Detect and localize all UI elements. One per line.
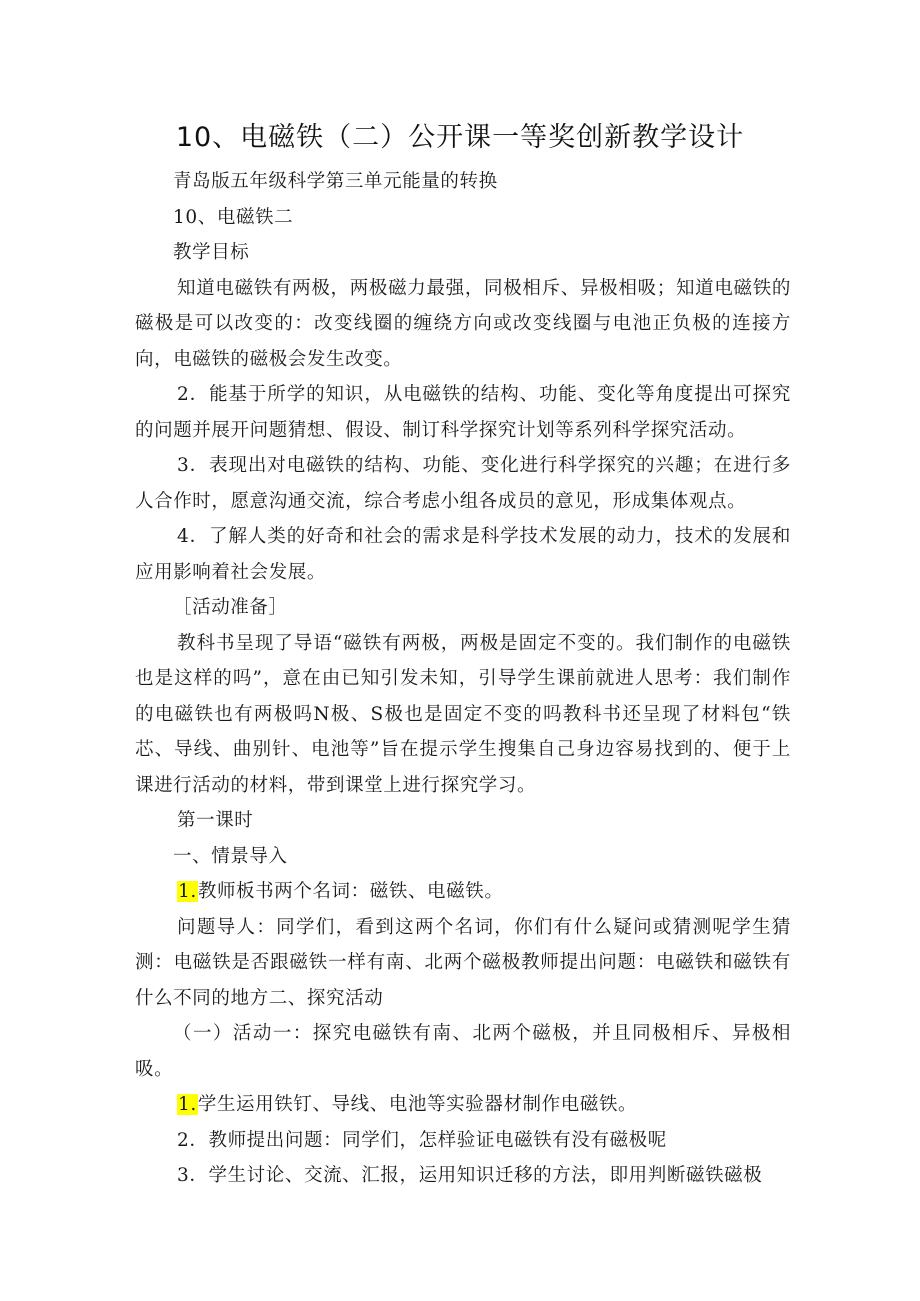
objective-paragraph-4: 4．了解人类的好奇和社会的需求是科学技术发展的动力，技术的发展和应用影响着社会发展。: [135, 526, 791, 583]
intro-question-paragraph: 问题导人：同学们，看到这两个名词，你们有什么疑问或猜测呢学生猜测：电磁铁是否跟磁铁一样有南、北两个磁极教师提出问题：电磁铁和磁铁有什么不同的地方二、探究活动: [135, 916, 791, 1009]
section-heading-first-lesson: 第一课时: [177, 810, 254, 831]
subtitle-lesson: 10、电磁铁二: [173, 206, 294, 228]
intro-step-1: [135, 874, 791, 910]
objective-paragraph-2: 2．能基于所学的知识，从电磁铁的结构、功能、变化等角度提出可探究的问题并展开问题猜想、假设、制订科学探究计划等系列科学探究活动。: [135, 384, 791, 441]
highlighted-number: 1.: [178, 1094, 197, 1115]
subtitle-unit: 青岛版五年级科学第三单元能量的转换: [173, 171, 498, 192]
document-body: [135, 164, 791, 1194]
activity-step-1-text: 学生运用铁钉、导线、电池等实验器材制作电磁铁。: [197, 1094, 638, 1115]
activity-step-1: [135, 1087, 791, 1123]
intro-step-1-text: 教师板书两个名词：磁铁、电磁铁。: [197, 881, 504, 902]
section-heading-preparation: ［活动准备］: [173, 597, 288, 618]
objective-paragraph-1: 知道电磁铁有两极，两极磁力最强，同极相斥、异极相吸；知道电磁铁的磁极是可以改变的：改变线圈的缠绕方向或改变线圈与电池正负极的连接方向，电磁铁的磁极会发生改变。: [135, 277, 791, 370]
activity-step-2: 2．教师提出问题：同学们，怎样验证电磁铁有没有磁极呢: [177, 1129, 667, 1151]
highlighted-number: 1.: [178, 881, 197, 902]
document-title: 10、电磁铁（二）公开课一等奖创新教学设计: [175, 122, 745, 153]
section-heading-intro: 一、情景导入: [173, 845, 288, 867]
section-heading-objectives: 教学目标: [173, 242, 250, 263]
objective-paragraph-3: 3．表现出对电磁铁的结构、功能、变化进行科学探究的兴趣；在进行多人合作时，愿意沟通交流，综合考虑小组各成员的意见，形成集体观点。: [135, 455, 791, 512]
preparation-paragraph: 教科书呈现了导语“磁铁有两极，两极是固定不变的。我们制作的电磁铁也是这样的吗”，意在由已知引发未知，引导学生课前就进人思考：我们制作的电磁铁也有两极吗N极、S极也是固定不变的吗教科书还呈现了材料包“铁芯、导线、曲别针、电池等”旨在提示学生搜集自己身边容易找到的、便于上课进行活动的材料，带到课堂上进行探究学习。: [135, 632, 791, 796]
activity-step-3: 3．学生讨论、交流、汇报，运用知识迁移的方法，即用判断磁铁磁极: [177, 1165, 763, 1186]
activity-one-heading: （一）活动一：探究电磁铁有南、北两个磁极，并且同极相斥、异极相吸。: [135, 1023, 791, 1080]
